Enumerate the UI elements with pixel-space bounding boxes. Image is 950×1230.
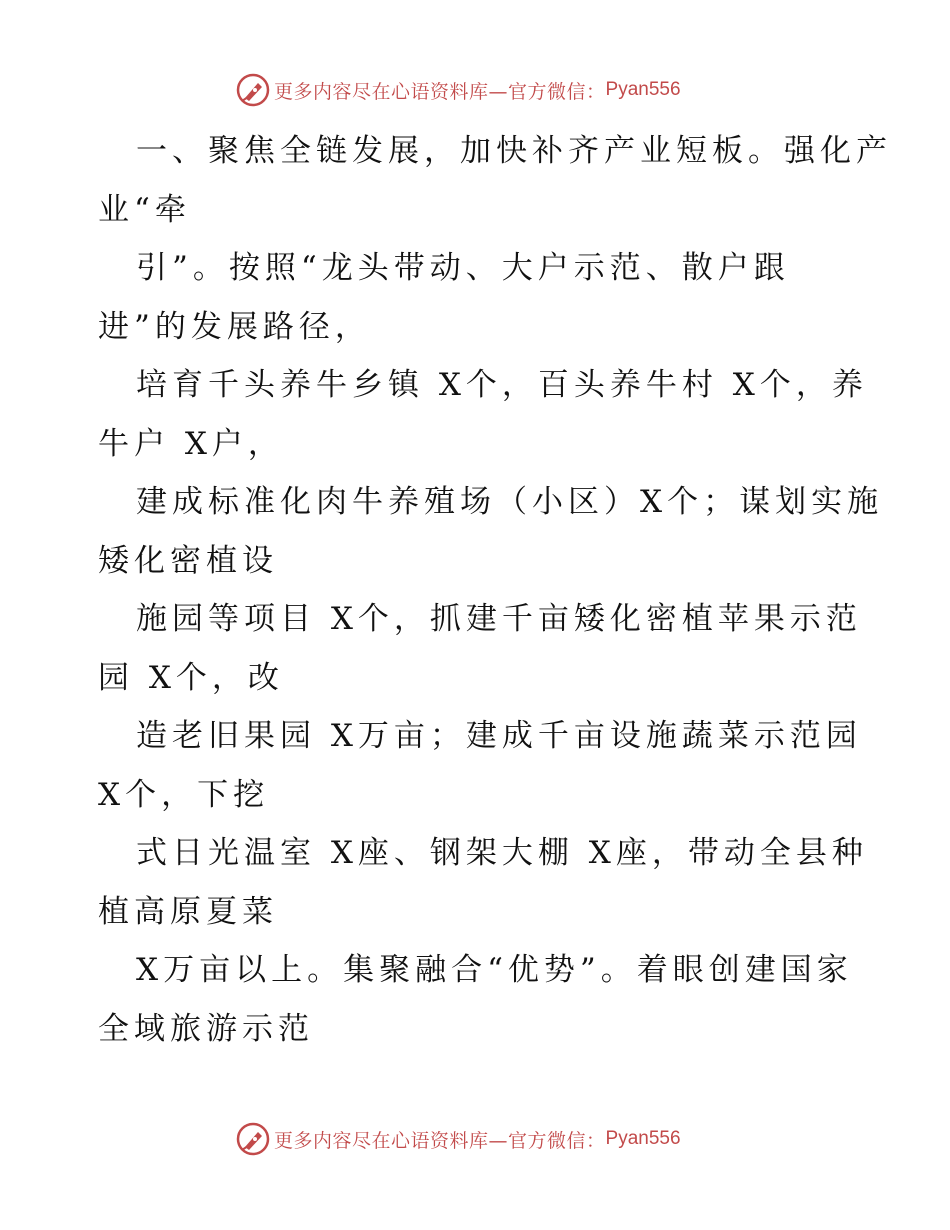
watermark-account: Pyan556 <box>605 1128 681 1149</box>
document-body <box>98 122 892 1058</box>
text-line: 式日光温室 X座、钢架大棚 X座，带动全县种 <box>136 835 868 871</box>
text-line: 矮化密植设 <box>98 542 278 579</box>
text-line: 建成标准化肉牛养殖场（小区）X个；谋划实施 <box>136 484 884 520</box>
watermark-account: Pyan556 <box>605 79 681 100</box>
text-line: 园 X个，改 <box>98 659 284 696</box>
watermark-text: 更多内容尽在心语资料库—官方微信： <box>274 1129 606 1152</box>
header-watermark <box>236 72 681 108</box>
text-line: 一、聚焦全链发展，加快补齐产业短板。强化产 <box>136 133 892 169</box>
footer-watermark <box>236 1121 681 1157</box>
pen-nib-logo-icon <box>236 73 270 107</box>
text-line: 牛户 X户， <box>98 425 284 462</box>
pen-nib-logo-icon <box>236 1122 270 1156</box>
text-line: 全域旅游示范 <box>98 1010 314 1047</box>
text-line: 引”。按照“龙头带动、大户示范、散户跟 <box>136 250 790 286</box>
text-line: 培育千头养牛乡镇 X个，百头养牛村 X个，养 <box>136 367 868 403</box>
text-line: 造老旧果园 X万亩；建成千亩设施蔬菜示范园 <box>136 718 862 754</box>
text-line: X个，下挖 <box>98 776 270 813</box>
text-line: 施园等项目 X个，抓建千亩矮化密植苹果示范 <box>136 601 862 637</box>
text-line: X万亩以上。集聚融合“优势”。着眼创建国家 <box>136 952 853 988</box>
watermark-text: 更多内容尽在心语资料库—官方微信： <box>274 80 606 103</box>
text-line: 植高原夏菜 <box>98 893 278 930</box>
text-line: 进”的发展路径， <box>98 308 371 345</box>
text-line: 业“牵 <box>98 191 191 228</box>
